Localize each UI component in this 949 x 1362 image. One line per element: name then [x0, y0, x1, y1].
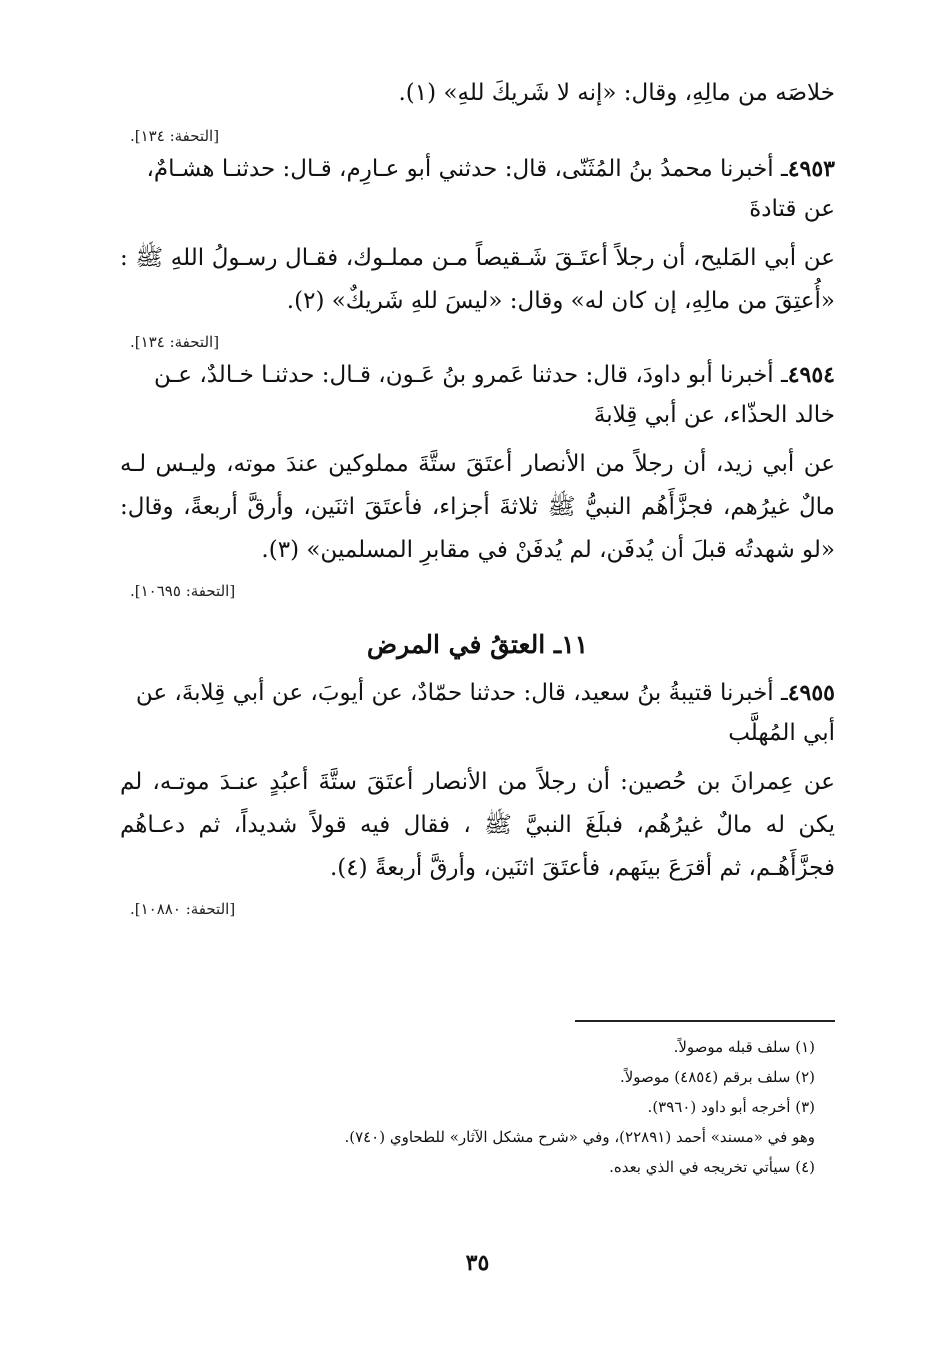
footnote: وهو في «مسند» أحمد (٢٢٨٩١)، وفي «شرح مشكل الآثار» للطحاوي (٧٤٠).	[344, 1128, 815, 1146]
tuhfa-reference: [التحفة: ١٠٦٩٥].	[130, 582, 236, 600]
footnote: (٤) سيأتي تخريجه في الذي بعده.	[609, 1158, 815, 1176]
hadith-matn: عن عِمرانَ بن حُصين: أن رجلاً من الأنصار أعتَقَ ستَّةَ أعبُدٍ عنـدَ موتـه، لم يكن له مالٌ غيرُهُم، فبلَغَ النبيَّ ﷺ ، فقال فيه قولاً شديداً، ثم دعـاهُم فجزَّأَهُـم، ثم أقرَعَ بينَهم، فأعتَقَ اثنَين، وأرقَّ أربعةً (٤).	[120, 769, 835, 881]
hadith-number: ٤٩٥٣	[787, 156, 835, 182]
chapter-title: ١١ـ العتقُ في المرض	[366, 630, 589, 659]
tuhfa-reference: [التحفة: ١٣٤].	[130, 127, 220, 145]
isnad-text: ـ أخبرنا محمدُ بنُ المُثَنّى، قال: حدثني أبو عـارِم، قـال: حدثنـا هشـامٌ، عن قتادةَ	[146, 156, 835, 222]
tuhfa-reference: [التحفة: ١٠٨٨٠].	[130, 900, 236, 918]
page-number: ٣٥	[465, 1250, 490, 1276]
hadith-isnad	[120, 355, 835, 435]
continued-text: خلاصَه من مالِهِ، وقال: «إنه لا شَريكَ للهِ» (١).	[398, 80, 835, 106]
hadith-number: ٤٩٥٤	[787, 362, 835, 388]
hadith-4955	[120, 673, 835, 890]
hadith-isnad	[120, 149, 835, 229]
footnote: (٣) أخرجه أبو داود (٣٩٦٠).	[647, 1098, 815, 1116]
isnad-text: ـ أخبرنا أبو داودَ، قال: حدثنا عَمرو بنُ عَـون، قـال: حدثنـا خـالدٌ، عـن خالد الحذّاء، عن أبي قِلابةَ	[154, 362, 835, 428]
isnad-text: ـ أخبرنا قتيبةُ بنُ سعيد، قال: حدثنا حمّادٌ، عن أيوبَ، عن أبي قِلابةَ، عن أبي المُهلَّب	[135, 680, 835, 746]
footnote: (٢) سلف برقم (٤٨٥٤) موصولاً.	[619, 1068, 815, 1086]
hadith-4954	[120, 355, 835, 572]
hadith-matn: عن أبي المَليح، أن رجلاً أعتَـقَ شَـقيصاً مـن مملـوك، فقـال رسـولُ اللهِ ﷺ : «أُعتِقَ من مالِهِ، إن كان له» وقال: «ليسَ للهِ شَريكٌ» (٢).	[120, 245, 835, 314]
footnote-separator	[575, 1020, 835, 1022]
hadith-number: ٤٩٥٥	[787, 680, 835, 706]
hadith-matn: عن أبي زيد، أن رجلاً من الأنصار أعتَقَ ستَّةَ مملوكين عندَ موته، وليـس لـه مالٌ غيرُهم، فجزَّأَهُم النبيُّ ﷺ ثلاثةَ أجزاء، فأعتَقَ اثنَين، وأرقَّ أربعةً، وقال: «لو شهدتُه قبلَ أن يُدفَن، لم يُدفَنْ في مقابرِ المسلمين» (٣).	[120, 451, 835, 563]
hadith-isnad	[120, 673, 835, 753]
hadith-4953	[120, 149, 835, 323]
footnotes	[115, 1032, 815, 1182]
tuhfa-reference: [التحفة: ١٣٤].	[130, 333, 220, 351]
footnote: (١) سلف قبله موصولاً.	[673, 1038, 815, 1056]
book-page	[120, 70, 835, 1320]
